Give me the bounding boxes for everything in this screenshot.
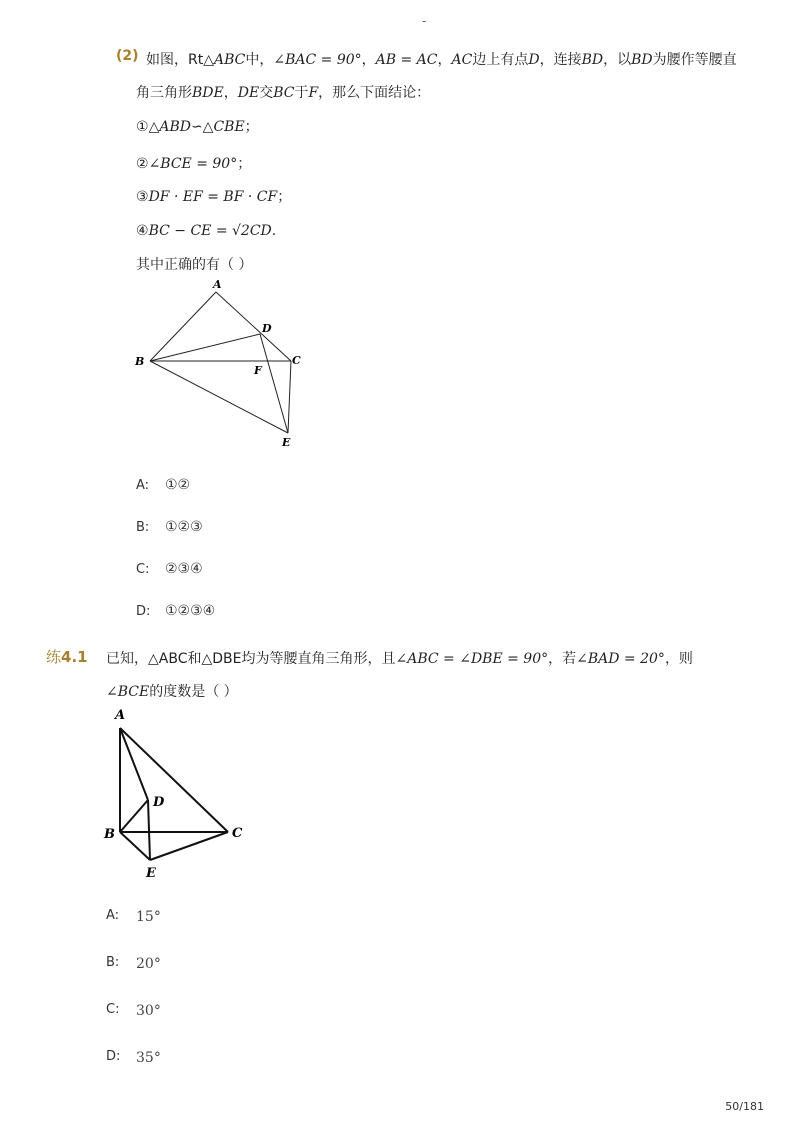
segment-AB <box>150 292 216 361</box>
label-E: E <box>146 866 156 881</box>
text-fragment: ，则 <box>664 651 693 667</box>
text-fragment: ③ <box>136 189 149 205</box>
math-expression: DF · EF = BF · CF <box>148 189 278 205</box>
ex41-option-b-label[interactable]: B: <box>106 955 120 970</box>
text-fragment: ， <box>437 52 452 68</box>
math-expression: ∠BAD = 20° <box>576 651 665 667</box>
math-expression: BDE <box>192 85 224 101</box>
text-fragment: 的度数是（ ） <box>149 684 238 700</box>
ex41-option-b-value[interactable]: 20° <box>136 956 161 972</box>
exercise-label: 练4.1 <box>46 648 88 666</box>
text-fragment: ， <box>361 52 376 68</box>
text-fragment: ， <box>223 85 238 101</box>
text-fragment: ； <box>237 156 252 172</box>
q2-stem-line1 <box>146 50 737 70</box>
q2-ask: 其中正确的有（ ） <box>136 257 253 273</box>
segment-DE <box>148 800 150 860</box>
q2-option-c-value[interactable]: ②③④ <box>165 561 203 577</box>
text-fragment: ② <box>136 156 149 172</box>
ex41-stem-line2 <box>106 682 238 702</box>
text-fragment: 中， <box>245 52 274 68</box>
q2-option-d-value[interactable]: ①②③④ <box>165 603 216 619</box>
text-fragment: 交 <box>259 85 274 101</box>
page-number: 50/181 <box>725 1100 764 1113</box>
segment-AC <box>216 292 291 361</box>
text-fragment: ，以 <box>603 52 632 68</box>
text-fragment: 于 <box>294 85 309 101</box>
text-fragment: ① <box>136 119 149 135</box>
text-fragment: ； <box>277 189 292 205</box>
segment-AC <box>120 728 228 832</box>
q2-option-d-label[interactable]: D: <box>136 604 151 619</box>
math-expression: ∠ABC = ∠DBE = 90° <box>395 651 549 667</box>
text-fragment: 为腰作等腰直 <box>652 52 737 68</box>
math-expression: AB = AC <box>375 52 438 68</box>
math-expression: ∠BCE <box>106 684 150 700</box>
label-A: A <box>213 278 222 291</box>
text-fragment: ； <box>244 119 259 135</box>
label-E: E <box>282 436 291 449</box>
q2-geometry-figure <box>120 272 320 457</box>
math-expression: △ABD∽△CBE <box>148 119 245 135</box>
q2-conclusion-1 <box>136 117 259 137</box>
text-fragment: 如图，Rt <box>146 52 204 68</box>
label-D: D <box>153 795 165 810</box>
q2-conclusion-2 <box>136 154 251 174</box>
q2-option-c-label[interactable]: C: <box>136 562 150 577</box>
text-fragment: 已知，△ABC和△DBE均为等腰直角三角形，且 <box>106 651 396 667</box>
ex41-option-a-value[interactable]: 15° <box>136 909 161 925</box>
text-fragment: ，那么下面结论： <box>318 85 431 101</box>
q2-option-b-label[interactable]: B: <box>136 520 150 535</box>
text-fragment: 边上有点 <box>472 52 529 68</box>
math-expression: F <box>308 85 319 101</box>
label-F: F <box>254 364 262 377</box>
header-mark: - <box>422 14 427 28</box>
segment-CE <box>150 832 228 860</box>
math-expression: BC <box>273 85 295 101</box>
ex41-geometry-figure <box>98 700 258 885</box>
segment-BE <box>150 361 288 433</box>
text-fragment: ，若 <box>548 651 577 667</box>
ex41-option-d-label[interactable]: D: <box>106 1049 121 1064</box>
q2-option-a-value[interactable]: ①② <box>165 477 191 493</box>
math-expression: BD <box>631 52 653 68</box>
math-expression: △ABC <box>203 52 246 68</box>
segment-BE <box>120 832 150 860</box>
label-D: D <box>262 322 272 335</box>
math-expression: BD <box>581 52 604 68</box>
label-B: B <box>104 827 115 842</box>
ex41-option-d-value[interactable]: 35° <box>136 1050 161 1066</box>
ex41-option-c-label[interactable]: C: <box>106 1002 120 1017</box>
math-expression: D <box>528 52 540 68</box>
label-C: C <box>292 354 301 367</box>
ex41-option-a-label[interactable]: A: <box>106 908 120 923</box>
math-expression: DE <box>237 85 260 101</box>
segment-AD <box>120 728 148 800</box>
segment-BD <box>150 334 260 361</box>
segment-DE <box>260 334 288 433</box>
text-fragment: ，连接 <box>539 52 582 68</box>
label-C: C <box>232 826 243 841</box>
q2-conclusion-4 <box>136 221 276 241</box>
text-fragment: 角三角形 <box>136 85 192 101</box>
math-expression: ∠BAC = 90° <box>273 52 362 68</box>
ex41-option-c-value[interactable]: 30° <box>136 1003 161 1019</box>
segment-CE <box>288 361 291 433</box>
label-A: A <box>115 708 126 723</box>
q2-option-b-value[interactable]: ①②③ <box>165 519 203 535</box>
text-fragment: ④ <box>136 223 149 239</box>
ex41-stem-line1 <box>106 649 693 669</box>
segment-BD <box>120 800 148 832</box>
q2-option-a-label[interactable]: A: <box>136 478 150 493</box>
math-expression: AC <box>451 52 473 68</box>
q2-conclusion-3 <box>136 187 291 207</box>
math-expression: ∠BCE = 90° <box>148 156 238 172</box>
question-number: (2) <box>116 48 139 64</box>
q2-stem-line2 <box>136 83 430 103</box>
label-B: B <box>135 355 145 368</box>
math-expression: BC − CE = √2CD <box>148 223 272 239</box>
text-fragment: . <box>271 223 277 239</box>
